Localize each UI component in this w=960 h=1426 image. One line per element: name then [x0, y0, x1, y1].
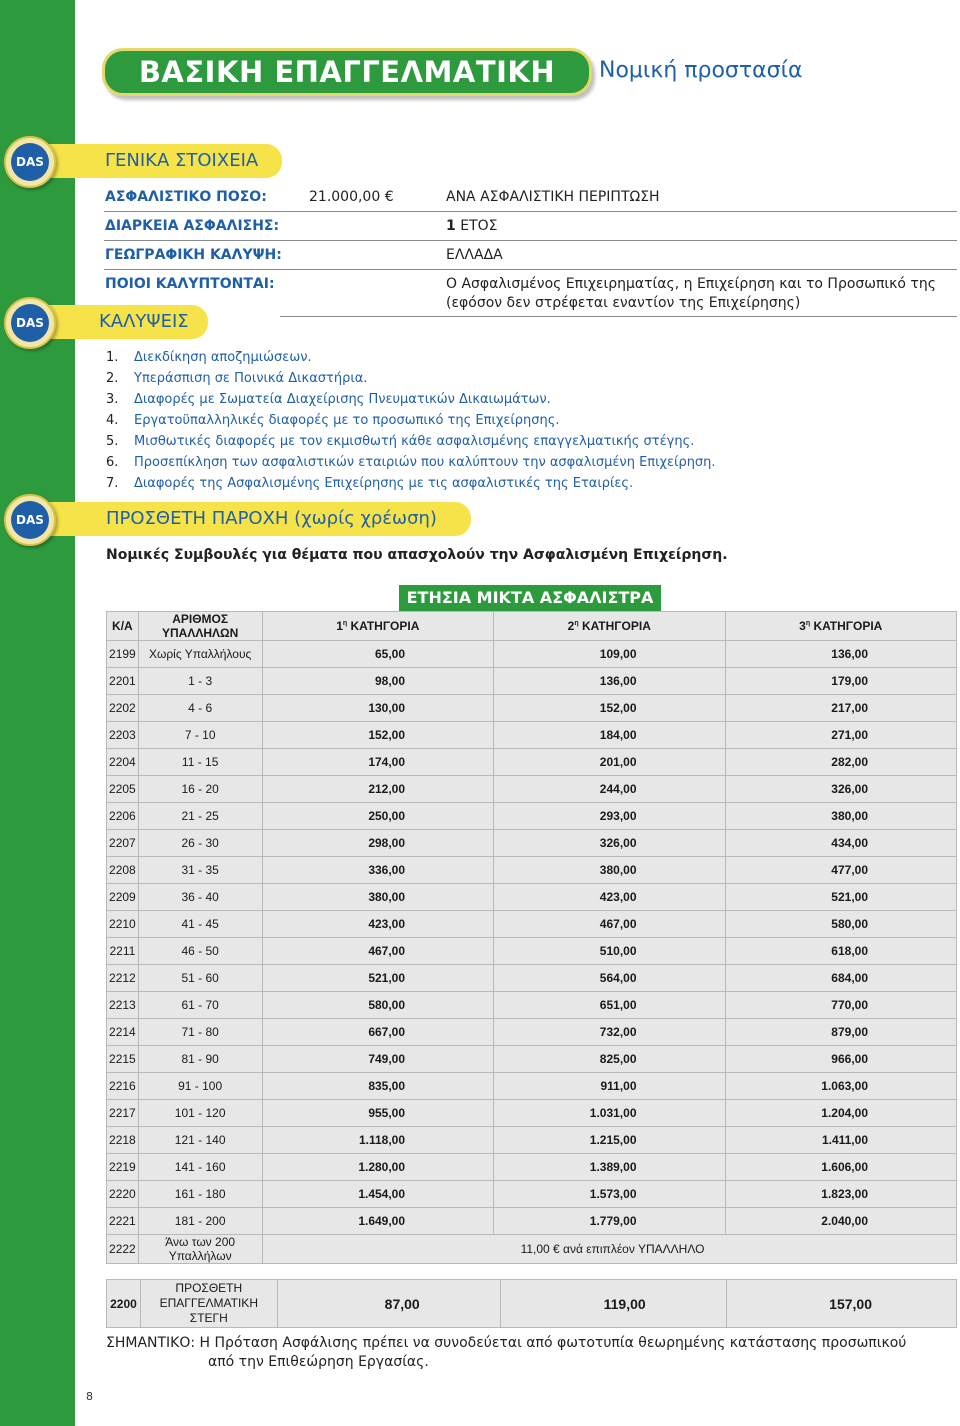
header-cat-word: ΚΑΤΗΓΟΡΙΑ [578, 619, 651, 633]
cell-category-2: 1.031,00 [494, 1100, 725, 1127]
cell-category-2: 152,00 [494, 695, 725, 722]
cell-category-3: 2.040,00 [725, 1208, 957, 1235]
cell-category-2: 136,00 [494, 668, 725, 695]
section-tab-general [28, 144, 282, 178]
duration-label: ΔΙΑΡΚΕΙΑ ΑΣΦΑΛΙΣΗΣ: [105, 218, 280, 234]
cell-employees: 71 - 80 [138, 1019, 262, 1046]
cell-category-2: 1.215,00 [494, 1127, 725, 1154]
table-row [107, 695, 957, 722]
header-code: Κ/Α [107, 612, 139, 641]
cell-employees: 81 - 90 [138, 1046, 262, 1073]
cell-employees: 141 - 160 [138, 1154, 262, 1181]
table-row [107, 1019, 957, 1046]
table-row [107, 749, 957, 776]
das-logo-text: DAS [11, 304, 49, 342]
sum-amount: 21.000,00 € [309, 189, 394, 205]
table-row [107, 668, 957, 695]
item-text: Διαφορές με Σωματεία Διαχείρισης Πνευματικών Δικαιωμάτων. [134, 392, 551, 407]
header-category-2 [494, 612, 725, 641]
item-number: 3. [106, 392, 119, 407]
cell-employees: Χωρίς Υπαλλήλους [138, 641, 262, 668]
cell-category-1: 130,00 [262, 695, 493, 722]
cell-category-1: 98,00 [262, 668, 493, 695]
cell-employees: 101 - 120 [138, 1100, 262, 1127]
cell-category-3: 1.823,00 [725, 1181, 957, 1208]
item-text: Προσεπίκληση των ασφαλιστικών εταιριών που καλύπτουν την ασφαλισμένη Επιχείρηση. [134, 455, 716, 470]
cell-category-1: 65,00 [262, 641, 493, 668]
cell-category-2: 825,00 [494, 1046, 725, 1073]
table-row-last [107, 1235, 957, 1264]
das-logo-text: DAS [11, 143, 49, 181]
extra-cat2: 119,00 [500, 1280, 726, 1328]
header-cat-word: ΚΑΤΗΓΟΡΙΑ [347, 619, 420, 633]
geo-label: ΓΕΩΓΡΑΦΙΚΗ ΚΑΛΥΨΗ: [105, 247, 282, 263]
cell-category-2: 911,00 [494, 1073, 725, 1100]
cell-category-2: 1.779,00 [494, 1208, 725, 1235]
cell-category-1: 580,00 [262, 992, 493, 1019]
table-row [107, 1073, 957, 1100]
header-employees: ΑΡΙΘΜΟΣ ΥΠΑΛΛΗΛΩΝ [138, 612, 262, 641]
table-row [107, 830, 957, 857]
table-row [107, 722, 957, 749]
cell-category-2: 109,00 [494, 641, 725, 668]
cell-employees: 16 - 20 [138, 776, 262, 803]
cell-category-2: 732,00 [494, 1019, 725, 1046]
item-number: 7. [106, 476, 119, 491]
page-number: 8 [86, 1390, 93, 1403]
table-row [107, 884, 957, 911]
cell-employees: 181 - 200 [138, 1208, 262, 1235]
cell-code: 2221 [107, 1208, 139, 1235]
cell-code: 2209 [107, 884, 139, 911]
cell-category-2: 184,00 [494, 722, 725, 749]
table-row [107, 641, 957, 668]
section-title: ΓΕΝΙΚΑ ΣΤΟΙΧΕΙΑ [105, 150, 259, 171]
cell-category-2: 293,00 [494, 803, 725, 830]
who-label: ΠΟΙΟΙ ΚΑΛΥΠΤΟΝΤΑΙ: [105, 276, 275, 292]
header-cat-number: 3 [799, 619, 806, 633]
extra-label-line2: ΕΠΑΓΓΕΛΜΑΤΙΚΗ ΣΤΕΓΗ [159, 1296, 258, 1325]
table-caption: ΕΤΗΣΙΑ ΜΙΚΤΑ ΑΣΦΑΛΙΣΤΡΑ [399, 585, 661, 611]
item-number: 5. [106, 434, 119, 449]
list-item [106, 347, 716, 368]
cell-code: 2218 [107, 1127, 139, 1154]
cell-category-1: 423,00 [262, 911, 493, 938]
item-text: Μισθωτικές διαφορές με τον εκμισθωτή κάθε ασφαλισμένης επαγγελματικής στέγης. [134, 434, 695, 449]
list-item [106, 452, 716, 473]
cell-category-2: 380,00 [494, 857, 725, 884]
table-body [107, 641, 957, 1264]
cell-category-2: 651,00 [494, 992, 725, 1019]
cell-category-1: 1.454,00 [262, 1181, 493, 1208]
table-row [107, 776, 957, 803]
table-row [107, 1046, 957, 1073]
das-logo [4, 297, 56, 349]
extra-label [140, 1280, 277, 1328]
header-cat-number: 1 [336, 619, 343, 633]
who-line2: (εφόσον δεν στρέφεται εναντίον της Επιχείρησης) [446, 295, 801, 311]
cell-code: 2220 [107, 1181, 139, 1208]
header-category-1 [262, 612, 493, 641]
duration-number: 1 [446, 218, 456, 234]
cell-category-3: 1.606,00 [725, 1154, 957, 1181]
cell-category-2: 244,00 [494, 776, 725, 803]
cell-category-3: 618,00 [725, 938, 957, 965]
list-item [106, 410, 716, 431]
section-title: ΠΡΟΣΘΕΤΗ ΠΑΡΟΧΗ (χωρίς χρέωση) [106, 508, 437, 529]
cell-employees: 46 - 50 [138, 938, 262, 965]
cell-category-1: 250,00 [262, 803, 493, 830]
cell-code: 2199 [107, 641, 139, 668]
cell-code: 2206 [107, 803, 139, 830]
list-item [106, 389, 716, 410]
table-row [107, 938, 957, 965]
extra-label-line1: ΠΡΟΣΘΕΤΗ [175, 1281, 243, 1295]
extra-cat1: 87,00 [277, 1280, 500, 1328]
header-cat-word: ΚΑΤΗΓΟΡΙΑ [810, 619, 883, 633]
header-cat-suffix: η [342, 620, 348, 627]
cell-employees: 11 - 15 [138, 749, 262, 776]
divider [280, 316, 957, 317]
table-row [107, 1127, 957, 1154]
cell-code: 2212 [107, 965, 139, 992]
note-line1: ΣΗΜΑΝΤΙΚΟ: Η Πρόταση Ασφάλισης πρέπει να συνοδεύεται από φωτοτυπία θεωρημένης κατάστασης προσωπικού [106, 1335, 907, 1351]
cell-employees: 36 - 40 [138, 884, 262, 911]
header-cat-suffix: η [574, 620, 579, 627]
item-text: Διεκδίκηση αποζημιώσεων. [134, 350, 312, 365]
who-line1: Ο Ασφαλισμένος Επιχειρηματίας, η Επιχείρηση και το Προσωπικό της [446, 276, 936, 292]
table-row [107, 857, 957, 884]
cell-employees: Άνω των 200 Υπαλλήλων [138, 1235, 262, 1264]
cell-code: 2211 [107, 938, 139, 965]
cell-extra-employee-note: 11,00 € ανά επιπλέον ΥΠΑΛΛΗΛΟ [262, 1235, 956, 1264]
duration-value [446, 218, 497, 234]
cell-category-1: 1.280,00 [262, 1154, 493, 1181]
cell-category-1: 749,00 [262, 1046, 493, 1073]
item-number: 6. [106, 455, 119, 470]
cell-category-2: 510,00 [494, 938, 725, 965]
cell-category-3: 326,00 [725, 776, 957, 803]
cell-category-3: 1.204,00 [725, 1100, 957, 1127]
das-logo [4, 136, 56, 188]
table-row [107, 803, 957, 830]
list-item [106, 473, 716, 494]
page-title: ΒΑΣΙΚΗ ΕΠΑΓΓΕΛΜΑΤΙΚΗ [102, 48, 592, 96]
cell-category-1: 380,00 [262, 884, 493, 911]
cell-category-1: 467,00 [262, 938, 493, 965]
cell-employees: 41 - 45 [138, 911, 262, 938]
item-text: Διαφορές της Ασφαλισμένης Επιχείρησης με τις ασφαλιστικές της Εταιρίες. [134, 476, 634, 491]
page-subtitle: Νομική προστασία [599, 58, 803, 83]
cell-employees: 21 - 25 [138, 803, 262, 830]
cell-employees: 51 - 60 [138, 965, 262, 992]
item-text: Εργατοϋπαλληλικές διαφορές με το προσωπικό της Επιχείρησης. [134, 413, 560, 428]
extra-cat3: 157,00 [726, 1280, 956, 1328]
cell-category-1: 835,00 [262, 1073, 493, 1100]
item-number: 2. [106, 371, 119, 386]
table-row [107, 992, 957, 1019]
sum-label: ΑΣΦΑΛΙΣΤΙΚΟ ΠΟΣΟ: [105, 189, 267, 205]
cell-category-1: 298,00 [262, 830, 493, 857]
extra-table [106, 1279, 957, 1328]
item-number: 1. [106, 350, 119, 365]
geo-value: ΕΛΛΑΔΑ [446, 247, 503, 263]
cell-category-1: 1.118,00 [262, 1127, 493, 1154]
header-cat-suffix: η [805, 620, 811, 627]
cell-code: 2216 [107, 1073, 139, 1100]
cell-code: 2215 [107, 1046, 139, 1073]
cell-code: 2222 [107, 1235, 139, 1264]
cell-category-3: 879,00 [725, 1019, 957, 1046]
divider [104, 269, 957, 270]
list-item [106, 368, 716, 389]
cell-employees: 161 - 180 [138, 1181, 262, 1208]
cell-category-1: 336,00 [262, 857, 493, 884]
cell-employees: 31 - 35 [138, 857, 262, 884]
cell-category-1: 1.649,00 [262, 1208, 493, 1235]
cell-category-1: 212,00 [262, 776, 493, 803]
table-header-row [107, 612, 957, 641]
cell-category-3: 136,00 [725, 641, 957, 668]
das-logo-text: DAS [11, 501, 49, 539]
cell-category-2: 564,00 [494, 965, 725, 992]
cell-category-3: 179,00 [725, 668, 957, 695]
header-category-3 [725, 612, 957, 641]
cell-category-2: 467,00 [494, 911, 725, 938]
cell-code: 2201 [107, 668, 139, 695]
table-row [107, 1181, 957, 1208]
cell-category-2: 1.389,00 [494, 1154, 725, 1181]
table-row [107, 1208, 957, 1235]
extra-code: 2200 [107, 1280, 141, 1328]
divider [104, 211, 957, 212]
table-row [107, 911, 957, 938]
cell-employees: 91 - 100 [138, 1073, 262, 1100]
important-note [106, 1334, 906, 1372]
cell-category-3: 966,00 [725, 1046, 957, 1073]
cell-category-2: 1.573,00 [494, 1181, 725, 1208]
cell-category-3: 282,00 [725, 749, 957, 776]
section-title: ΚΑΛΥΨΕΙΣ [99, 311, 189, 332]
cell-code: 2208 [107, 857, 139, 884]
cell-category-1: 152,00 [262, 722, 493, 749]
premium-table [106, 611, 957, 1264]
extra-row [107, 1280, 957, 1328]
cell-employees: 1 - 3 [138, 668, 262, 695]
list-item [106, 431, 716, 452]
coverage-list [106, 347, 716, 494]
cell-code: 2207 [107, 830, 139, 857]
section-tab-extra [28, 502, 471, 536]
cell-code: 2214 [107, 1019, 139, 1046]
cell-category-3: 770,00 [725, 992, 957, 1019]
note-line2: από την Επιθεώρηση Εργασίας. [208, 1354, 429, 1370]
cell-code: 2219 [107, 1154, 139, 1181]
cell-category-3: 380,00 [725, 803, 957, 830]
cell-category-2: 423,00 [494, 884, 725, 911]
cell-category-3: 434,00 [725, 830, 957, 857]
cell-code: 2205 [107, 776, 139, 803]
cell-employees: 26 - 30 [138, 830, 262, 857]
item-text: Υπεράσπιση σε Ποινικά Δικαστήρια. [134, 371, 368, 386]
table-row [107, 1100, 957, 1127]
cell-category-1: 667,00 [262, 1019, 493, 1046]
cell-employees: 121 - 140 [138, 1127, 262, 1154]
cell-category-3: 684,00 [725, 965, 957, 992]
divider [104, 240, 957, 241]
cell-category-1: 955,00 [262, 1100, 493, 1127]
cell-employees: 61 - 70 [138, 992, 262, 1019]
cell-category-3: 1.063,00 [725, 1073, 957, 1100]
cell-employees: 7 - 10 [138, 722, 262, 749]
cell-code: 2204 [107, 749, 139, 776]
item-number: 4. [106, 413, 119, 428]
cell-category-3: 217,00 [725, 695, 957, 722]
extra-benefit-text: Νομικές Συμβουλές για θέματα που απασχολούν την Ασφαλισμένη Επιχείρηση. [106, 547, 728, 563]
cell-category-2: 326,00 [494, 830, 725, 857]
cell-category-1: 174,00 [262, 749, 493, 776]
cell-category-3: 1.411,00 [725, 1127, 957, 1154]
cell-category-3: 521,00 [725, 884, 957, 911]
cell-code: 2210 [107, 911, 139, 938]
cell-code: 2203 [107, 722, 139, 749]
duration-unit: ΕΤΟΣ [455, 218, 498, 234]
sum-note: ΑΝΑ ΑΣΦΑΛΙΣΤΙΚΗ ΠΕΡΙΠΤΩΣΗ [446, 189, 660, 205]
cell-category-1: 521,00 [262, 965, 493, 992]
das-logo [4, 494, 56, 546]
cell-employees: 4 - 6 [138, 695, 262, 722]
cell-category-3: 477,00 [725, 857, 957, 884]
table-row [107, 1154, 957, 1181]
cell-code: 2213 [107, 992, 139, 1019]
cell-code: 2217 [107, 1100, 139, 1127]
table-row [107, 965, 957, 992]
cell-code: 2202 [107, 695, 139, 722]
cell-category-3: 271,00 [725, 722, 957, 749]
green-sidebar [0, 0, 75, 1426]
cell-category-3: 580,00 [725, 911, 957, 938]
header-cat-number: 2 [567, 619, 575, 633]
cell-category-2: 201,00 [494, 749, 725, 776]
